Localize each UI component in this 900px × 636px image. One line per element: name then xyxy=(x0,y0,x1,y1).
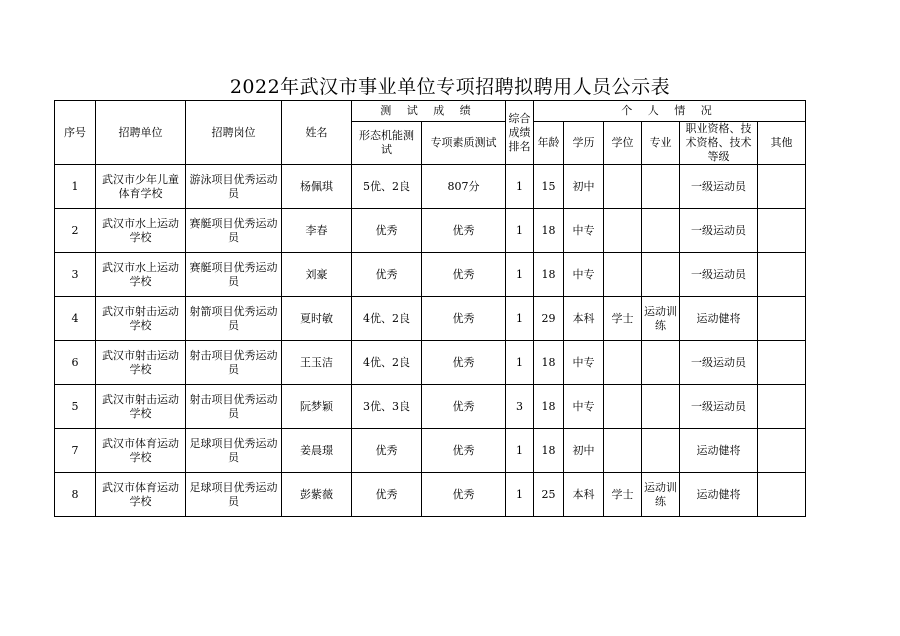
cell-body-test: 优秀 xyxy=(352,209,422,253)
cell-name: 刘豪 xyxy=(282,253,352,297)
cell-body-test: 优秀 xyxy=(352,253,422,297)
cell-name: 李春 xyxy=(282,209,352,253)
cell-other xyxy=(758,209,806,253)
cell-major xyxy=(642,429,680,473)
cell-body-test: 3优、3良 xyxy=(352,385,422,429)
cell-seq: 6 xyxy=(55,341,96,385)
cell-degree: 学士 xyxy=(604,297,642,341)
table-row xyxy=(55,473,806,517)
cell-major: 运动训练 xyxy=(642,297,680,341)
cell-major xyxy=(642,209,680,253)
cell-post: 射击项目优秀运动员 xyxy=(186,385,282,429)
header-major: 专业 xyxy=(642,122,680,165)
cell-other xyxy=(758,341,806,385)
cell-other xyxy=(758,165,806,209)
cell-degree xyxy=(604,429,642,473)
cell-qualification: 运动健将 xyxy=(680,429,758,473)
cell-rank: 1 xyxy=(506,429,534,473)
page-title: 2022年武汉市事业单位专项招聘拟聘用人员公示表 xyxy=(229,76,671,98)
cell-unit: 武汉市射击运动学校 xyxy=(96,297,186,341)
cell-qualification: 一级运动员 xyxy=(680,385,758,429)
cell-qualification: 一级运动员 xyxy=(680,209,758,253)
cell-name: 阮梦颖 xyxy=(282,385,352,429)
table-row xyxy=(55,297,806,341)
header-education: 学历 xyxy=(564,122,604,165)
cell-age: 29 xyxy=(534,297,564,341)
cell-other xyxy=(758,297,806,341)
cell-unit: 武汉市射击运动学校 xyxy=(96,341,186,385)
table-row xyxy=(55,385,806,429)
cell-special-test: 优秀 xyxy=(422,297,506,341)
cell-body-test: 优秀 xyxy=(352,473,422,517)
cell-degree xyxy=(604,385,642,429)
header-seq: 序号 xyxy=(55,101,96,165)
cell-seq: 5 xyxy=(55,385,96,429)
cell-degree xyxy=(604,341,642,385)
announcement-table xyxy=(54,100,806,517)
cell-unit: 武汉市少年儿童体育学校 xyxy=(96,165,186,209)
cell-major xyxy=(642,341,680,385)
cell-special-test: 优秀 xyxy=(422,209,506,253)
cell-unit: 武汉市水上运动学校 xyxy=(96,209,186,253)
header-qualification: 职业资格、技术资格、技术等级 xyxy=(680,122,758,165)
header-test-special: 专项素质测试 xyxy=(422,122,506,165)
header-row xyxy=(55,101,806,122)
cell-rank: 1 xyxy=(506,253,534,297)
cell-education: 中专 xyxy=(564,385,604,429)
cell-post: 足球项目优秀运动员 xyxy=(186,473,282,517)
cell-unit: 武汉市体育运动学校 xyxy=(96,429,186,473)
cell-qualification: 一级运动员 xyxy=(680,165,758,209)
cell-special-test: 优秀 xyxy=(422,385,506,429)
cell-age: 18 xyxy=(534,209,564,253)
cell-education: 中专 xyxy=(564,253,604,297)
cell-major xyxy=(642,253,680,297)
cell-name: 王玉洁 xyxy=(282,341,352,385)
cell-special-test: 优秀 xyxy=(422,473,506,517)
header-age: 年龄 xyxy=(534,122,564,165)
header-other: 其他 xyxy=(758,122,806,165)
cell-degree xyxy=(604,165,642,209)
cell-degree xyxy=(604,253,642,297)
cell-unit: 武汉市体育运动学校 xyxy=(96,473,186,517)
cell-seq: 7 xyxy=(55,429,96,473)
cell-qualification: 运动健将 xyxy=(680,297,758,341)
cell-age: 15 xyxy=(534,165,564,209)
cell-special-test: 807分 xyxy=(422,165,506,209)
cell-other xyxy=(758,385,806,429)
header-name: 姓名 xyxy=(282,101,352,165)
cell-education: 本科 xyxy=(564,297,604,341)
cell-rank: 1 xyxy=(506,341,534,385)
cell-rank: 1 xyxy=(506,209,534,253)
cell-seq: 3 xyxy=(55,253,96,297)
cell-post: 射箭项目优秀运动员 xyxy=(186,297,282,341)
cell-degree: 学士 xyxy=(604,473,642,517)
cell-rank: 1 xyxy=(506,165,534,209)
cell-age: 25 xyxy=(534,473,564,517)
cell-name: 夏时敏 xyxy=(282,297,352,341)
table-row xyxy=(55,341,806,385)
cell-name: 姜晨璟 xyxy=(282,429,352,473)
cell-education: 中专 xyxy=(564,209,604,253)
cell-qualification: 一级运动员 xyxy=(680,341,758,385)
header-degree: 学位 xyxy=(604,122,642,165)
cell-body-test: 4优、2良 xyxy=(352,297,422,341)
cell-post: 游泳项目优秀运动员 xyxy=(186,165,282,209)
cell-age: 18 xyxy=(534,429,564,473)
cell-unit: 武汉市水上运动学校 xyxy=(96,253,186,297)
cell-body-test: 5优、2良 xyxy=(352,165,422,209)
cell-qualification: 运动健将 xyxy=(680,473,758,517)
cell-degree xyxy=(604,209,642,253)
cell-other xyxy=(758,429,806,473)
cell-education: 中专 xyxy=(564,341,604,385)
cell-qualification: 一级运动员 xyxy=(680,253,758,297)
cell-education: 初中 xyxy=(564,429,604,473)
table-row xyxy=(55,429,806,473)
table-row xyxy=(55,165,806,209)
table-row xyxy=(55,253,806,297)
cell-rank: 1 xyxy=(506,297,534,341)
cell-education: 初中 xyxy=(564,165,604,209)
cell-post: 赛艇项目优秀运动员 xyxy=(186,209,282,253)
header-unit: 招聘单位 xyxy=(96,101,186,165)
cell-post: 足球项目优秀运动员 xyxy=(186,429,282,473)
header-personal-group: 个 人 情 况 xyxy=(534,101,806,122)
header-test-body: 形态机能测试 xyxy=(352,122,422,165)
header-post: 招聘岗位 xyxy=(186,101,282,165)
cell-seq: 4 xyxy=(55,297,96,341)
cell-major xyxy=(642,385,680,429)
cell-other xyxy=(758,253,806,297)
header-test-group: 测 试 成 绩 xyxy=(352,101,506,122)
cell-seq: 1 xyxy=(55,165,96,209)
cell-education: 本科 xyxy=(564,473,604,517)
cell-seq: 2 xyxy=(55,209,96,253)
cell-special-test: 优秀 xyxy=(422,253,506,297)
cell-rank: 1 xyxy=(506,473,534,517)
cell-age: 18 xyxy=(534,253,564,297)
cell-body-test: 优秀 xyxy=(352,429,422,473)
header-overall-rank: 综合成绩排名 xyxy=(506,101,534,165)
cell-name: 杨佩琪 xyxy=(282,165,352,209)
cell-post: 射击项目优秀运动员 xyxy=(186,341,282,385)
cell-other xyxy=(758,473,806,517)
cell-body-test: 4优、2良 xyxy=(352,341,422,385)
cell-major: 运动训练 xyxy=(642,473,680,517)
cell-post: 赛艇项目优秀运动员 xyxy=(186,253,282,297)
cell-special-test: 优秀 xyxy=(422,429,506,473)
cell-major xyxy=(642,165,680,209)
cell-age: 18 xyxy=(534,385,564,429)
cell-age: 18 xyxy=(534,341,564,385)
cell-name: 彭紫薇 xyxy=(282,473,352,517)
cell-rank: 3 xyxy=(506,385,534,429)
cell-special-test: 优秀 xyxy=(422,341,506,385)
table-row xyxy=(55,209,806,253)
cell-unit: 武汉市射击运动学校 xyxy=(96,385,186,429)
cell-seq: 8 xyxy=(55,473,96,517)
